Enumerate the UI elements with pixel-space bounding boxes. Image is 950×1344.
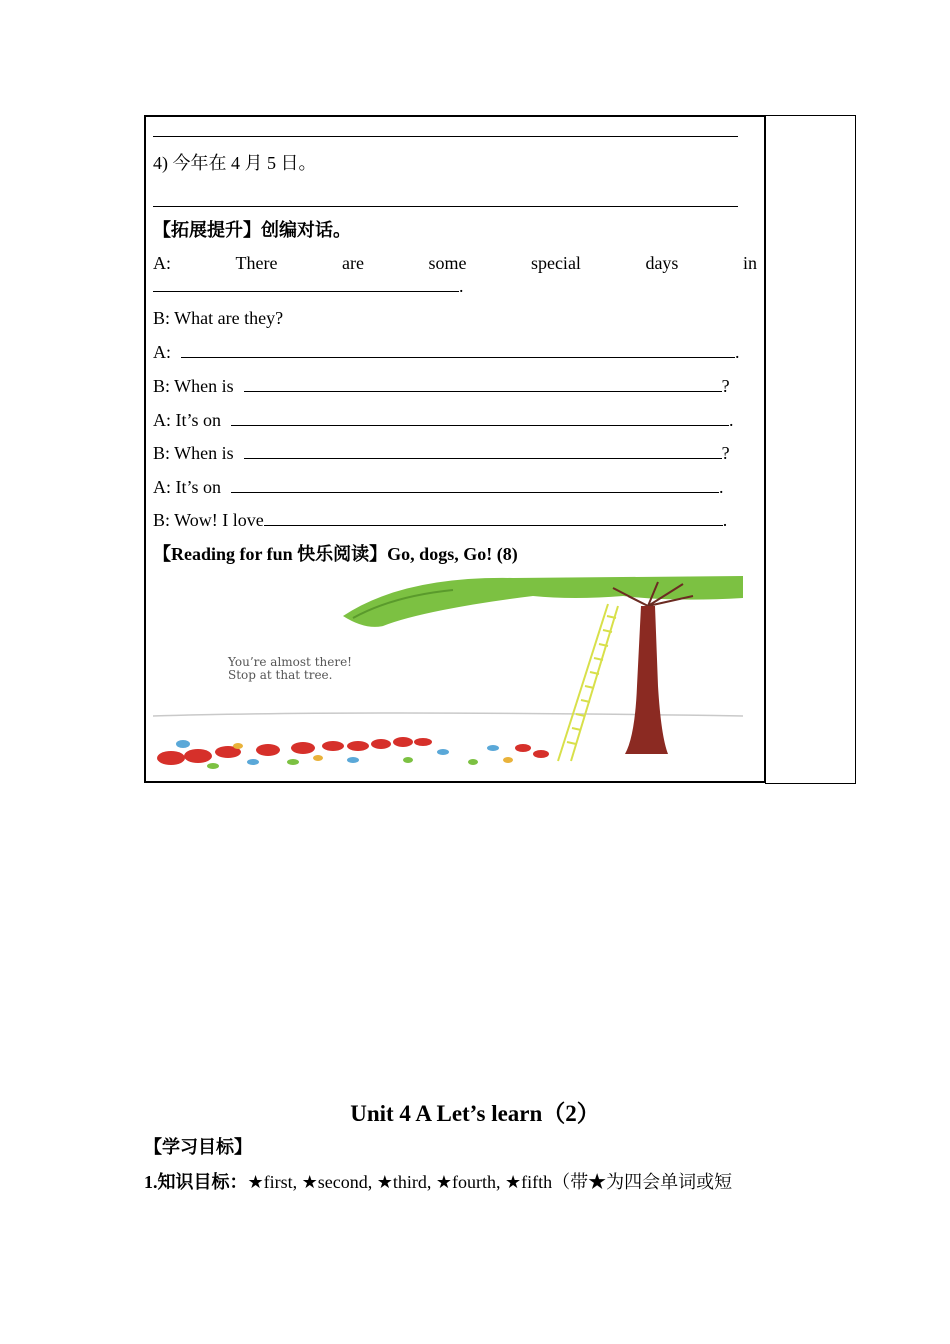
fill-blank[interactable] bbox=[244, 442, 722, 459]
dialog-line-4 bbox=[153, 375, 730, 397]
ladder-icon bbox=[558, 604, 618, 761]
goal-1 bbox=[144, 1171, 732, 1193]
fill-blank[interactable] bbox=[181, 341, 735, 358]
dialog-line-8 bbox=[153, 509, 727, 531]
goal-1-text: ★first, ★second, ★third, ★fourth, ★fifth（带★为四会单词或短 bbox=[247, 1172, 733, 1192]
line-end: . bbox=[719, 477, 724, 497]
exercise-item-4: 4) 今年在 4 月 5 日。 bbox=[153, 153, 317, 173]
goals-heading: 【学习目标】 bbox=[144, 1137, 252, 1157]
illustration-caption: You’re almost there! Stop at that tree. bbox=[228, 655, 353, 682]
answer-line[interactable] bbox=[153, 206, 738, 207]
fill-blank[interactable] bbox=[264, 509, 723, 526]
line-end: . bbox=[459, 276, 464, 296]
dialog-line-5 bbox=[153, 409, 734, 431]
word: in bbox=[742, 253, 757, 273]
word: A: bbox=[153, 253, 171, 273]
word: are bbox=[341, 253, 364, 273]
word: special bbox=[530, 253, 581, 273]
dialog-line-6 bbox=[153, 442, 730, 464]
line-end: . bbox=[722, 510, 728, 530]
worksheet-side-cell bbox=[765, 115, 856, 784]
speaker: A: bbox=[153, 342, 171, 362]
word: There bbox=[235, 253, 278, 273]
line-end: ? bbox=[721, 376, 730, 396]
speaker: A: It’s on bbox=[153, 477, 222, 497]
fill-blank[interactable] bbox=[244, 375, 722, 392]
line-end: ? bbox=[721, 443, 730, 463]
tree-trunk bbox=[625, 606, 668, 754]
dialog-line-1 bbox=[153, 252, 757, 274]
reading-heading: 【Reading for fun 快乐阅读】Go, dogs, Go! (8) bbox=[153, 544, 518, 564]
fill-blank[interactable] bbox=[231, 409, 729, 426]
line-end: . bbox=[729, 410, 734, 430]
dialog-line-7 bbox=[153, 476, 724, 498]
fill-blank[interactable] bbox=[231, 476, 719, 493]
fill-blank[interactable] bbox=[153, 275, 459, 292]
unit-title: Unit 4 A Let’s learn（2） bbox=[350, 1101, 600, 1126]
answer-line bbox=[153, 136, 738, 137]
speaker: B: When is bbox=[153, 376, 234, 396]
story-illustration bbox=[153, 576, 743, 774]
dialog-line-2: B: What are they? bbox=[153, 308, 284, 328]
goal-1-label: 1.知识目标： bbox=[144, 1172, 248, 1192]
word: days bbox=[645, 253, 679, 273]
dialog-line-1-cont bbox=[153, 275, 464, 297]
tree-canopy bbox=[343, 576, 743, 627]
speaker: B: When is bbox=[153, 443, 234, 463]
speaker: A: It’s on bbox=[153, 410, 222, 430]
word: some bbox=[428, 253, 467, 273]
speaker: B: Wow! I love bbox=[153, 510, 264, 530]
dialog-line-3 bbox=[153, 341, 740, 363]
extension-heading: 【拓展提升】创编对话。 bbox=[153, 220, 351, 240]
line-end: . bbox=[735, 342, 740, 362]
